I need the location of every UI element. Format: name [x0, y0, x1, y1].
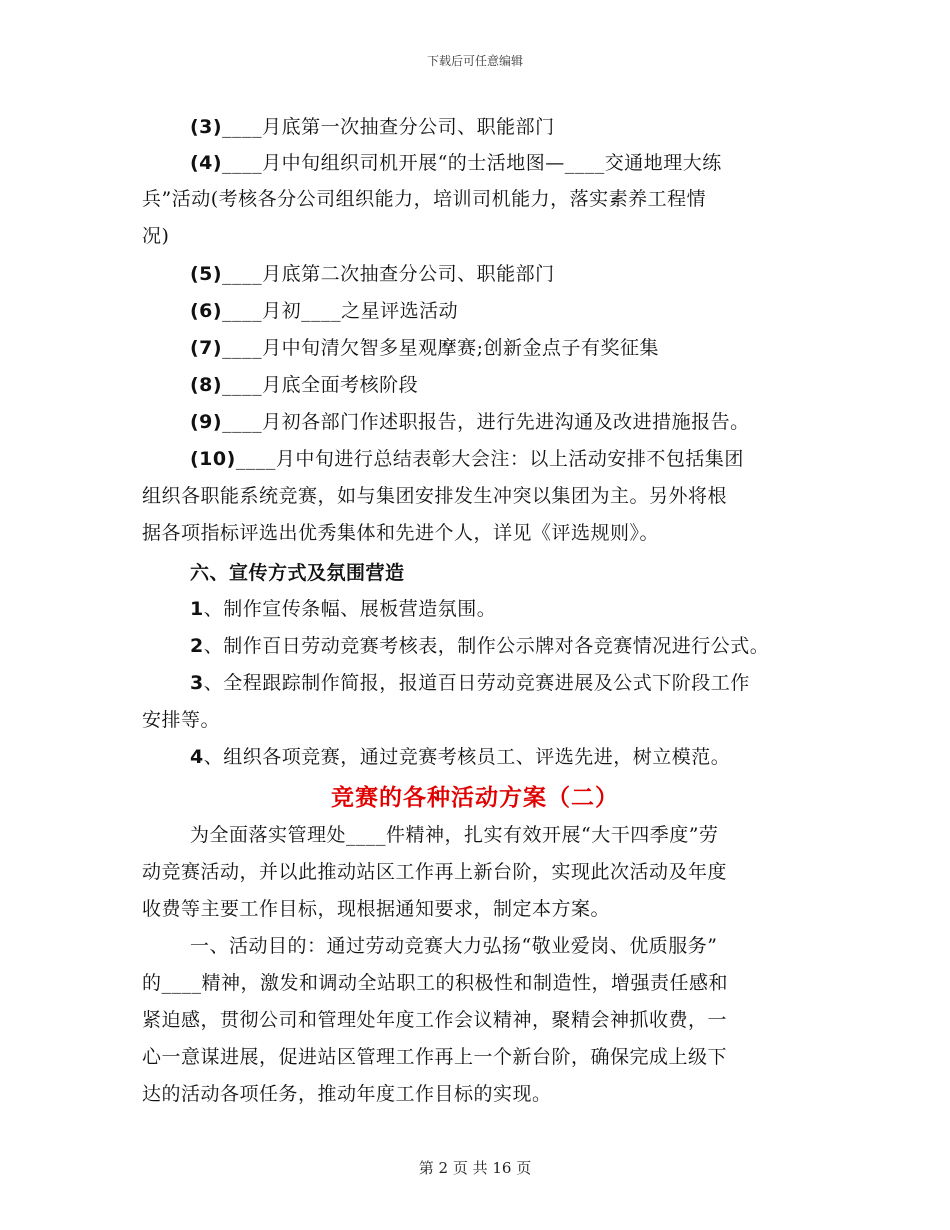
- section-6-item-3-cont: [142, 711, 220, 730]
- section-title: 竞赛的各种活动方案（二）: [331, 784, 619, 811]
- item-text: 况): [142, 225, 170, 247]
- schedule-line-4: [190, 154, 722, 173]
- item-number: (8): [190, 374, 223, 396]
- item-number: (5): [190, 263, 223, 285]
- section-6-item-4: [190, 748, 730, 767]
- item-number: (9): [190, 411, 223, 433]
- purpose-line-2: 的____精神，激发和调动全站职工的积极性和制造性，增强责任感和: [142, 972, 729, 994]
- section-6-item-1: [190, 600, 496, 619]
- schedule-line-4-cont: [142, 190, 706, 209]
- schedule-line-8: [190, 376, 418, 395]
- item-number: (4): [190, 152, 223, 174]
- item-number: 2: [190, 635, 204, 657]
- item-number: (3): [190, 116, 223, 138]
- page-header: 下载后可任意编辑: [426, 54, 523, 68]
- item-number: 1: [190, 598, 204, 620]
- item-text: ____月底全面考核阶段: [222, 374, 419, 396]
- schedule-line-10-cont2: [142, 524, 659, 543]
- schedule-line-10-cont: [142, 487, 727, 506]
- schedule-line-6: [190, 302, 458, 321]
- item-number: (10): [190, 448, 236, 470]
- item-text: ____月中旬组织司机开展“的士活地图—____交通地理大练: [222, 152, 722, 174]
- item-number: (7): [190, 337, 223, 359]
- item-text: ____月初____之星评选活动: [222, 300, 459, 322]
- item-text: 、制作百日劳动竞赛考核表，制作公示牌对各竞赛情况进行公式。: [203, 635, 770, 657]
- item-text: ____月底第一次抽查分公司、职能部门: [222, 116, 555, 138]
- item-number: (6): [190, 300, 223, 322]
- schedule-line-4-cont2: [142, 227, 169, 246]
- purpose-line-5: 达的活动各项任务，推动年度工作目标的实现。: [142, 1083, 552, 1105]
- purpose-line-4: 心一意谋进展，促进站区管理工作再上一个新台阶，确保完成上级下: [142, 1046, 728, 1068]
- intro-line-1: 为全面落实管理处____件精神，扎实有效开展“大干四季度”劳: [190, 824, 719, 846]
- item-text: 据各项指标评选出优秀集体和先进个人，详见《评选规则》。: [142, 522, 660, 544]
- intro-line-2: 动竞赛活动，并以此推动站区工作再上新台阶，实现此次活动及年度: [142, 861, 728, 883]
- item-text: ____月底第二次抽查分公司、职能部门: [222, 263, 555, 285]
- schedule-line-3: [190, 118, 555, 137]
- section-6-item-2: [190, 637, 769, 656]
- item-text: 安排等。: [142, 709, 221, 731]
- item-text: 、制作宣传条幅、展板营造氛围。: [203, 598, 497, 620]
- section-6-item-3: [190, 674, 750, 693]
- page-footer: 第 2 页 共 16 页: [418, 1159, 532, 1177]
- item-text: 兵”活动(考核各分公司组织能力，培训司机能力，落实素养工程情: [142, 188, 707, 210]
- item-text: 、组织各项竞赛，通过竞赛考核员工、评选先进，树立模范。: [203, 746, 731, 768]
- section-6-heading: 六、宣传方式及氛围营造: [190, 562, 405, 584]
- intro-line-3: 收费等主要工作目标，现根据通知要求，制定本方案。: [142, 898, 611, 920]
- purpose-line-3: 紧迫感，贯彻公司和管理处年度工作会议精神，聚精会神抓收费，一: [142, 1009, 728, 1031]
- schedule-line-5: [190, 265, 555, 284]
- item-number: 4: [190, 746, 204, 768]
- item-text: ____月中旬进行总结表彰大会注：以上活动安排不包括集团: [235, 448, 744, 470]
- item-text: ____月初各部门作述职报告，进行先进沟通及改进措施报告。: [222, 411, 750, 433]
- schedule-line-7: [190, 339, 659, 358]
- purpose-line-1: 一、活动目的：通过劳动竞赛大力弘扬“敬业爱岗、优质服务”: [190, 935, 718, 957]
- item-text: 、全程跟踪制作简报，报道百日劳动竞赛进展及公式下阶段工作: [203, 672, 750, 694]
- item-number: 3: [190, 672, 204, 694]
- item-text: 组织各职能系统竞赛，如与集团安排发生冲突以集团为主。另外将根: [142, 485, 728, 507]
- schedule-line-10: [190, 450, 744, 469]
- schedule-line-9: [190, 413, 750, 432]
- item-text: ____月中旬清欠智多星观摩赛;创新金点子有奖征集: [222, 337, 659, 359]
